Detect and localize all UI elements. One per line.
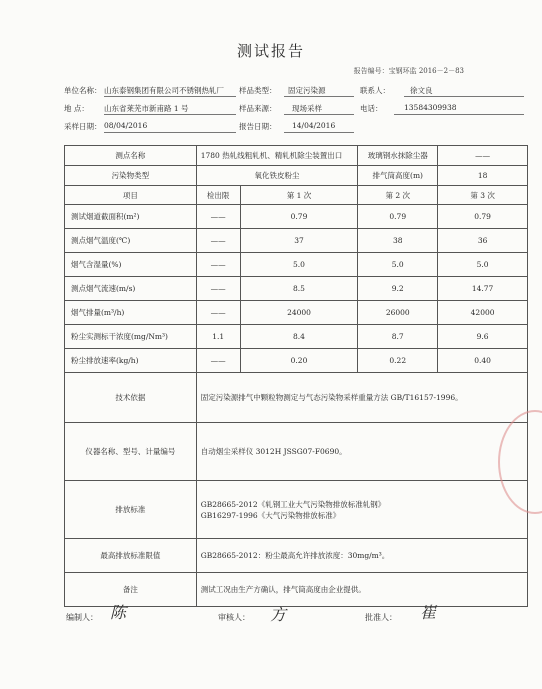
table-row <box>65 253 528 277</box>
pollutant-value: 氧化铁皮粉尘 <box>196 166 358 186</box>
standard-value-line-1: GB28665-2012《轧钢工业大气污染物排放标准轧钢》 <box>200 499 386 509</box>
approver-signature: 崔 <box>420 603 437 622</box>
underline <box>104 114 236 115</box>
report-number: 报告编号：宝钢环监 2016－2－83 <box>353 67 464 75</box>
table-row <box>65 301 528 325</box>
table-row <box>65 277 528 301</box>
underline <box>404 96 524 97</box>
standard-label: 排放标准 <box>65 481 197 539</box>
reviewer-label: 审核人： <box>218 613 250 622</box>
report-title: 测试报告 <box>236 42 305 60</box>
stack-height-label: 排气筒高度(m) <box>358 166 438 186</box>
row-value-1: 24000 <box>240 301 358 325</box>
row-value-2: 8.7 <box>358 325 438 349</box>
remark-value: 测试工况由生产方确认，排气筒高度由企业提供。 <box>196 573 527 607</box>
phone-label: 电话： <box>360 104 383 113</box>
test-results-table <box>64 145 528 607</box>
col-header-3: 第 3 次 <box>438 186 528 205</box>
row-value-1: 0.79 <box>240 205 358 229</box>
row-value-3: 9.6 <box>438 325 528 349</box>
row-value-3: 0.79 <box>438 205 528 229</box>
reviewer-signature: 方 <box>270 605 287 624</box>
underline <box>104 132 236 133</box>
row-value-1: 0.20 <box>240 349 358 373</box>
instrument-value: 自动烟尘采样仪 3012H JSSG07-F0690。 <box>196 423 527 481</box>
basis-value: 固定污染源排气中颗粒物测定与气态污染物采样重量方法 GB/T16157-1996。 <box>196 373 527 423</box>
underline <box>394 114 524 115</box>
approver-label: 批准人： <box>365 613 397 622</box>
point-value: 1780 热轧线粗轧机、精轧机除尘装置出口 <box>196 146 358 166</box>
sample-source-value: 现场采样 <box>292 104 322 113</box>
row-value-3: 0.40 <box>438 349 528 373</box>
row-limit: —— <box>196 229 240 253</box>
phone-value: 13584309938 <box>404 103 457 112</box>
underline <box>284 96 354 97</box>
row-limit: —— <box>196 349 240 373</box>
max-limit-label: 最高排放标准限值 <box>65 539 197 573</box>
row-value-1: 8.5 <box>240 277 358 301</box>
table-row <box>65 349 528 373</box>
contact-value: 徐文良 <box>410 86 433 95</box>
editor-signature: 陈 <box>110 603 127 622</box>
row-value-2: 26000 <box>358 301 438 325</box>
row-name: 烟气排量(m³/h) <box>65 301 197 325</box>
editor-label: 编制人： <box>66 613 98 622</box>
row-limit: —— <box>196 205 240 229</box>
address-value: 山东省莱芜市新甫路 1 号 <box>104 104 189 113</box>
remark-label: 备注 <box>65 573 197 607</box>
sample-source-label: 样品来源： <box>239 104 277 113</box>
max-limit-value: GB28665-2012：粉尘最高允许排放浓度：30mg/m³。 <box>196 539 527 573</box>
address-label: 地 点： <box>64 104 89 113</box>
row-value-2: 5.0 <box>358 253 438 277</box>
sample-date-value: 08/04/2016 <box>104 121 148 130</box>
row-name: 烟气含湿量(%) <box>65 253 197 277</box>
row-name: 测试烟道截面积(m²) <box>65 205 197 229</box>
row-name: 粉尘实测标干浓度(mg/Nm³) <box>65 325 197 349</box>
row-value-2: 38 <box>358 229 438 253</box>
row-value-2: 0.79 <box>358 205 438 229</box>
row-value-3: 14.77 <box>438 277 528 301</box>
row-value-2: 0.22 <box>358 349 438 373</box>
row-value-3: 5.0 <box>438 253 528 277</box>
row-name: 测点烟气流速(m/s) <box>65 277 197 301</box>
underline <box>104 96 236 97</box>
underline <box>284 114 354 115</box>
row-limit: —— <box>196 277 240 301</box>
report-date-label: 报告日期： <box>239 122 277 131</box>
device-label: 玻璃钢水抹除尘器 <box>358 146 438 166</box>
col-header-limit: 检出限 <box>196 186 240 205</box>
table-row <box>65 229 528 253</box>
sample-type-label: 样品类型： <box>239 86 277 95</box>
standard-value-line-2: GB16297-1996《大气污染物排放标准》 <box>200 510 341 520</box>
row-value-2: 9.2 <box>358 277 438 301</box>
row-value-1: 37 <box>240 229 358 253</box>
row-value-3: 36 <box>438 229 528 253</box>
underline <box>284 132 354 133</box>
stack-height-value: 18 <box>438 166 528 186</box>
col-header-1: 第 1 次 <box>240 186 358 205</box>
row-limit: —— <box>196 301 240 325</box>
row-name: 粉尘排放速率(kg/h) <box>65 349 197 373</box>
report-date-value: 14/04/2016 <box>292 121 336 130</box>
row-name: 测点烟气温度(℃) <box>65 229 197 253</box>
unit-label: 单位名称： <box>64 86 102 95</box>
contact-label: 联系人： <box>360 86 390 95</box>
row-value-3: 42000 <box>438 301 528 325</box>
col-header-2: 第 2 次 <box>358 186 438 205</box>
pollutant-label: 污染物类型 <box>65 166 197 186</box>
standard-value <box>196 481 527 539</box>
table-row <box>65 205 528 229</box>
col-header-item: 项目 <box>65 186 197 205</box>
row-limit: —— <box>196 253 240 277</box>
basis-label: 技术依据 <box>65 373 197 423</box>
unit-value: 山东泰钢集团有限公司不锈钢热轧厂 <box>104 86 224 95</box>
sample-type-value: 固定污染源 <box>288 86 326 95</box>
point-label: 测点名称 <box>65 146 197 166</box>
sample-date-label: 采样日期： <box>64 122 102 131</box>
table-row <box>65 325 528 349</box>
instrument-label: 仪器名称、型号、计量编号 <box>65 423 197 481</box>
row-limit: 1.1 <box>196 325 240 349</box>
row-value-1: 5.0 <box>240 253 358 277</box>
device-value: —— <box>438 146 528 166</box>
row-value-1: 8.4 <box>240 325 358 349</box>
